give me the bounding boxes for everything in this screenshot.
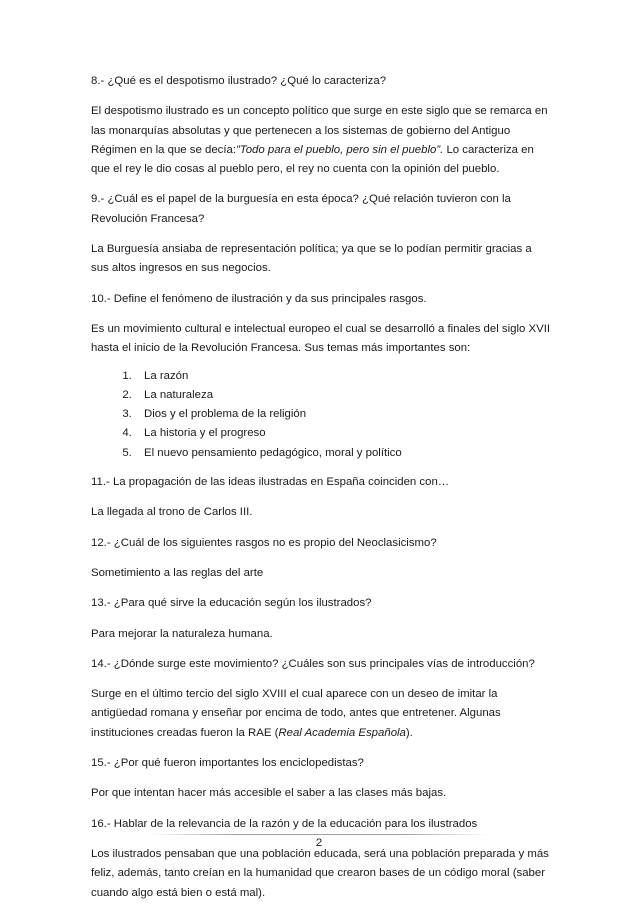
answer-9: La Burguesía ansiaba de representación política; ya que se lo podían permitir gracias a sus altos ingresos en sus negocios. xyxy=(91,243,532,275)
enlightenment-topics-list xyxy=(91,367,551,463)
answer-15: Por que intentan hacer más accesible el saber a las clases más bajas. xyxy=(91,787,447,800)
answer-13: Para mejorar la naturaleza humana. xyxy=(91,627,273,640)
question-12: 12.- ¿Cuál de los siguientes rasgos no es propio del Neoclasicismo? xyxy=(91,536,437,549)
question-9: 9.- ¿Cuál es el papel de la burguesía en esta época? ¿Qué relación tuvieron con la Revolución Francesa? xyxy=(91,193,511,225)
footer-divider xyxy=(150,834,488,835)
list-item: 1. La razón xyxy=(135,367,551,386)
answer-12: Sometimiento a las reglas del arte xyxy=(91,566,264,579)
answer-14 xyxy=(91,685,551,743)
question-8: 8.- ¿Qué es el despotismo ilustrado? ¿Qué lo caracteriza? xyxy=(91,75,387,87)
answer-14-italic: Real Academia Española xyxy=(278,726,406,739)
question-16: 16.- Hablar de la relevancia de la razón y de la educación para los ilustrados xyxy=(91,817,478,830)
answer-8-quote: ”Todo para el pueblo, pero sin el pueblo”. xyxy=(236,143,444,156)
answer-14-text: Surge en el último tercio del siglo XVIII el cual aparece con un deseo de imitar la antigüedad romana y enseñar por encima de todo, antes que entretener. Algunas instituciones creadas fueron la RAE ( xyxy=(91,688,501,739)
answer-11: La llegada al trono de Carlos III. xyxy=(91,506,253,519)
answer-10: Es un movimiento cultural e intelectual europeo el cual se desarrolló a finales del siglo XVII hasta el inicio de la Revolución Francesa. Sus temas más importantes son: xyxy=(91,322,551,355)
answer-8 xyxy=(91,102,551,179)
list-item: 3. Dios y el problema de la religión xyxy=(135,405,551,424)
question-14: 14.- ¿Dónde surge este movimiento? ¿Cuáles son sus principales vías de introducción? xyxy=(91,657,535,670)
list-item: 4. La historia y el progreso xyxy=(135,424,551,443)
answer-8-text: El despotismo ilustrado es un concepto político que surge en este siglo que se remarca en las monarquías absolutas y que pertenecen a los sistemas de gobierno del Antiguo Régimen en la que se decía: xyxy=(91,105,548,156)
page-content xyxy=(91,72,551,914)
question-15: 15.- ¿Por qué fueron importantes los enciclopedistas? xyxy=(91,757,364,770)
list-item: 2. La naturaleza xyxy=(135,386,551,405)
answer-8-text-end: Lo caracteriza en que el rey le dio cosas al pueblo pero, el rey no cuenta con la opinión del pueblo. xyxy=(91,143,534,176)
question-11: 11.- La propagación de las ideas ilustradas en España coinciden con… xyxy=(91,476,450,489)
question-13: 13.- ¿Para qué sirve la educación según los ilustrados? xyxy=(91,597,372,610)
list-item: 5. El nuevo pensamiento pedagógico, moral y político xyxy=(135,444,551,463)
question-10: 10.- Define el fenómeno de ilustración y da sus principales rasgos. xyxy=(91,292,427,305)
answer-16: Los ilustrados pensaban que una población educada, será una población preparada y más feliz, además, tanto creían en la humanidad que crearon bases de un código moral (saber cuando algo está bien o está mal). xyxy=(91,847,549,899)
answer-14-text-end: ). xyxy=(405,726,413,739)
page-number: 2 xyxy=(315,837,323,849)
